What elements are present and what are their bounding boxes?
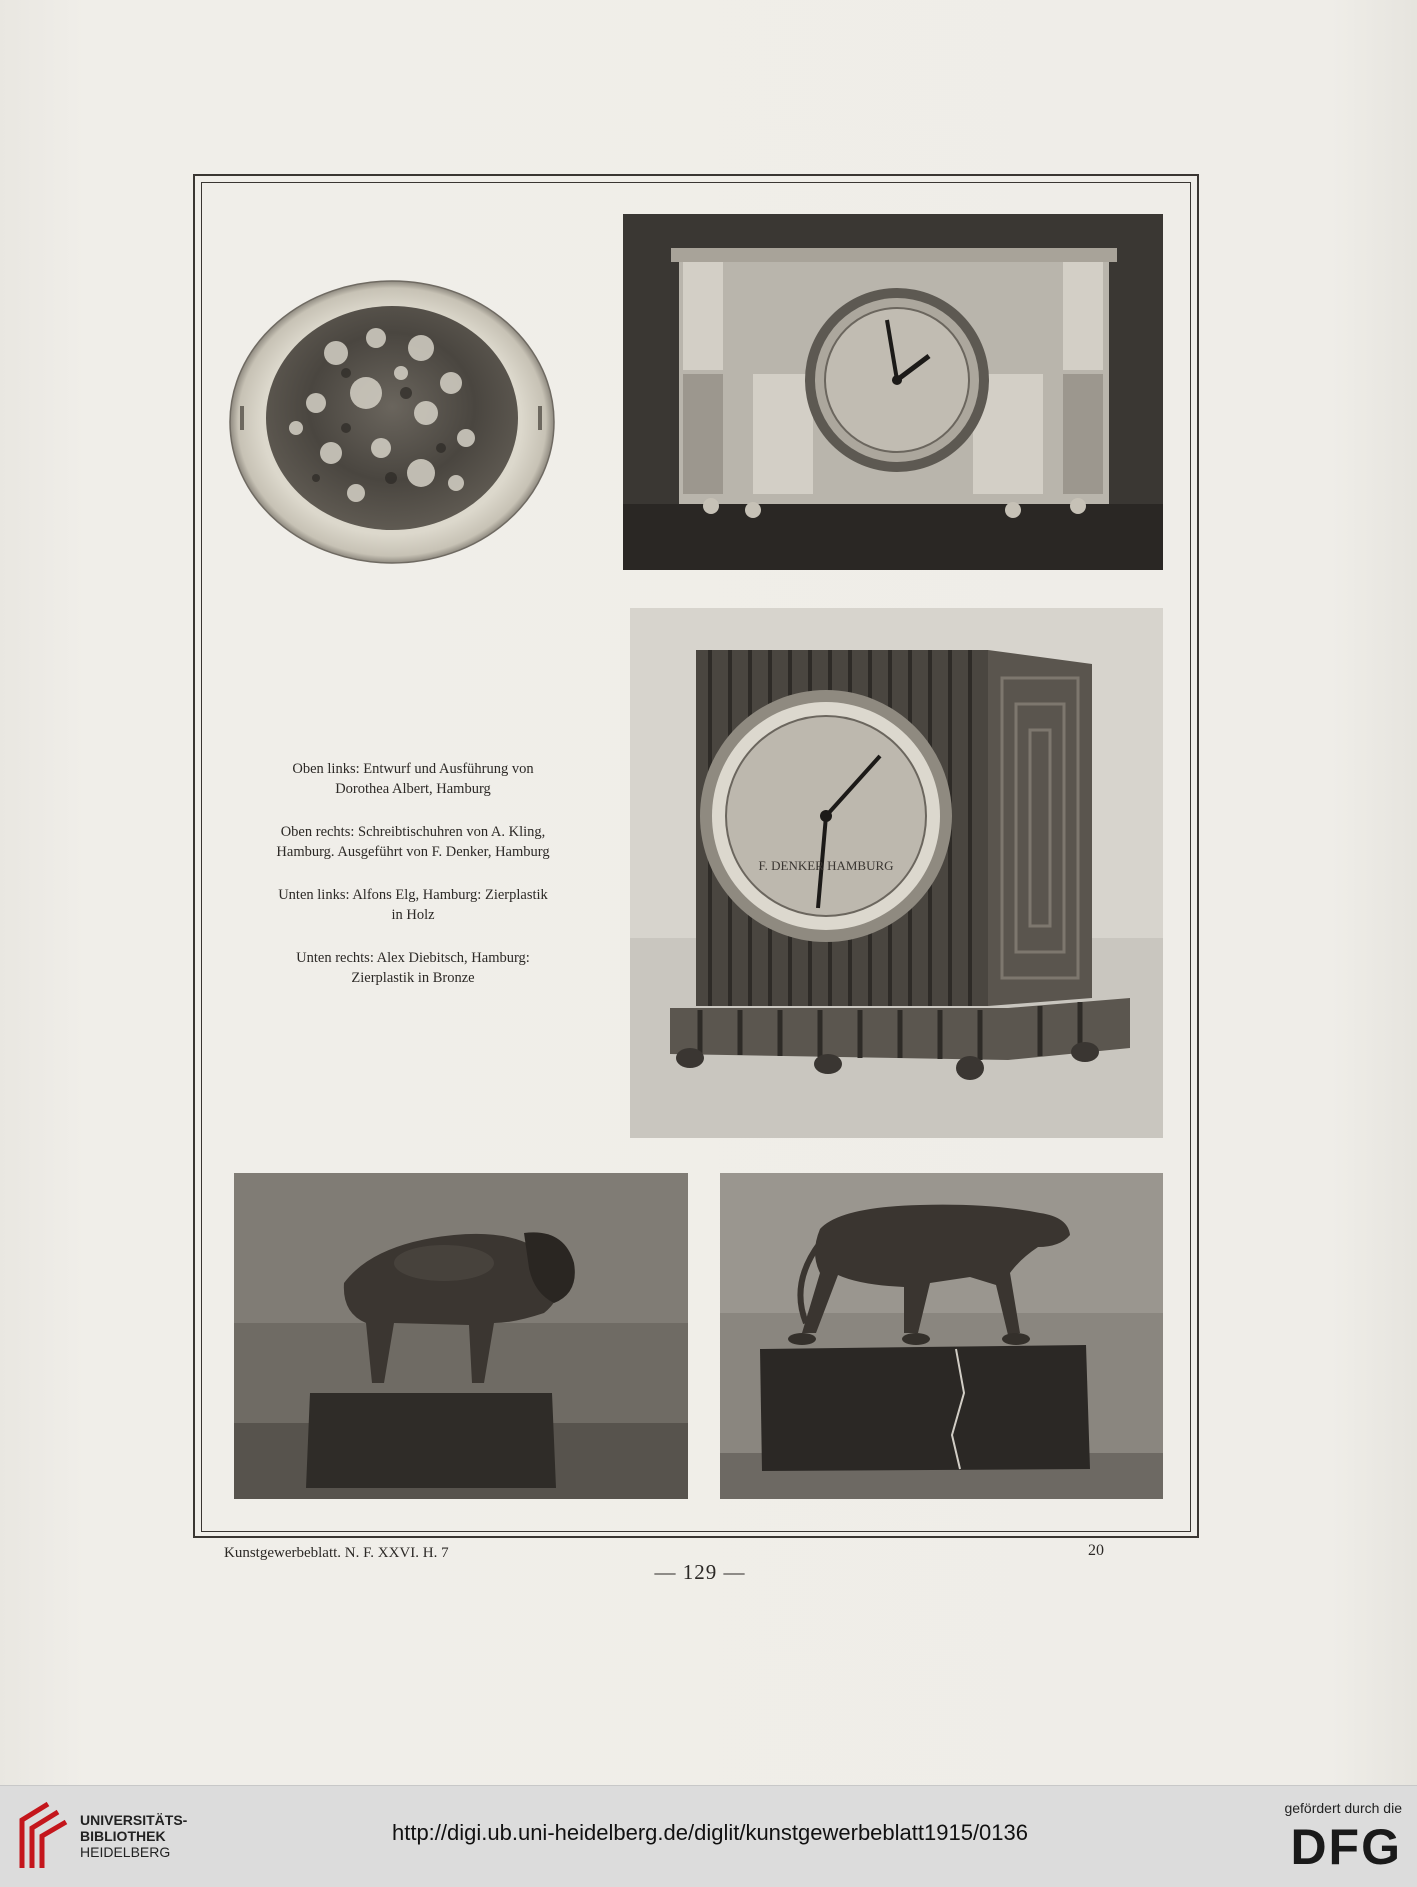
permalink-url[interactable]: http://digi.ub.uni-heidelberg.de/diglit/kunstgewerbeblatt1915/0136 [391, 1820, 1028, 1845]
photo-panther-sculpture [720, 1173, 1163, 1499]
caption-bottom-right: Unten rechts: Alex Diebitsch, Hamburg: Zierplastik in Bronze [296, 950, 530, 986]
dfg-logo[interactable]: DFG [1290, 1819, 1402, 1875]
viewer-footer-bar [0, 1785, 1417, 1887]
sponsor-label: gefördert durch die [1284, 1800, 1402, 1816]
photo-bison-sculpture [234, 1173, 688, 1499]
photo-marble-clock [623, 214, 1163, 570]
library-name[interactable]: UNIVERSITÄTS- BIBLIOTHEK HEIDELBERG [80, 1812, 188, 1860]
page-number: — 129 — [654, 1560, 746, 1584]
caption-top-right: Oben rechts: Schreibtischuhren von A. Kling, Hamburg. Ausgeführt von F. Denker, Hamburg [276, 824, 550, 860]
caption-bottom-left: Unten links: Alfons Elg, Hamburg: Zierplastik in Holz [278, 887, 548, 923]
clock-maker-mark: F. DENKER HAMBURG [758, 858, 894, 873]
library-logo-icon[interactable] [14, 1798, 70, 1874]
library-logo-mark [22, 1804, 66, 1868]
photo-wooden-clock [630, 608, 1163, 1138]
caption-top-left: Oben links: Entwurf und Ausführung von Dorothea Albert, Hamburg [292, 761, 534, 797]
caption-block [248, 759, 578, 1011]
journal-footer: Kunstgewerbeblatt. N. F. XXVI. H. 7 [224, 1545, 449, 1561]
sheet-number: 20 [1088, 1542, 1104, 1559]
photo-floral-plate [226, 278, 556, 568]
